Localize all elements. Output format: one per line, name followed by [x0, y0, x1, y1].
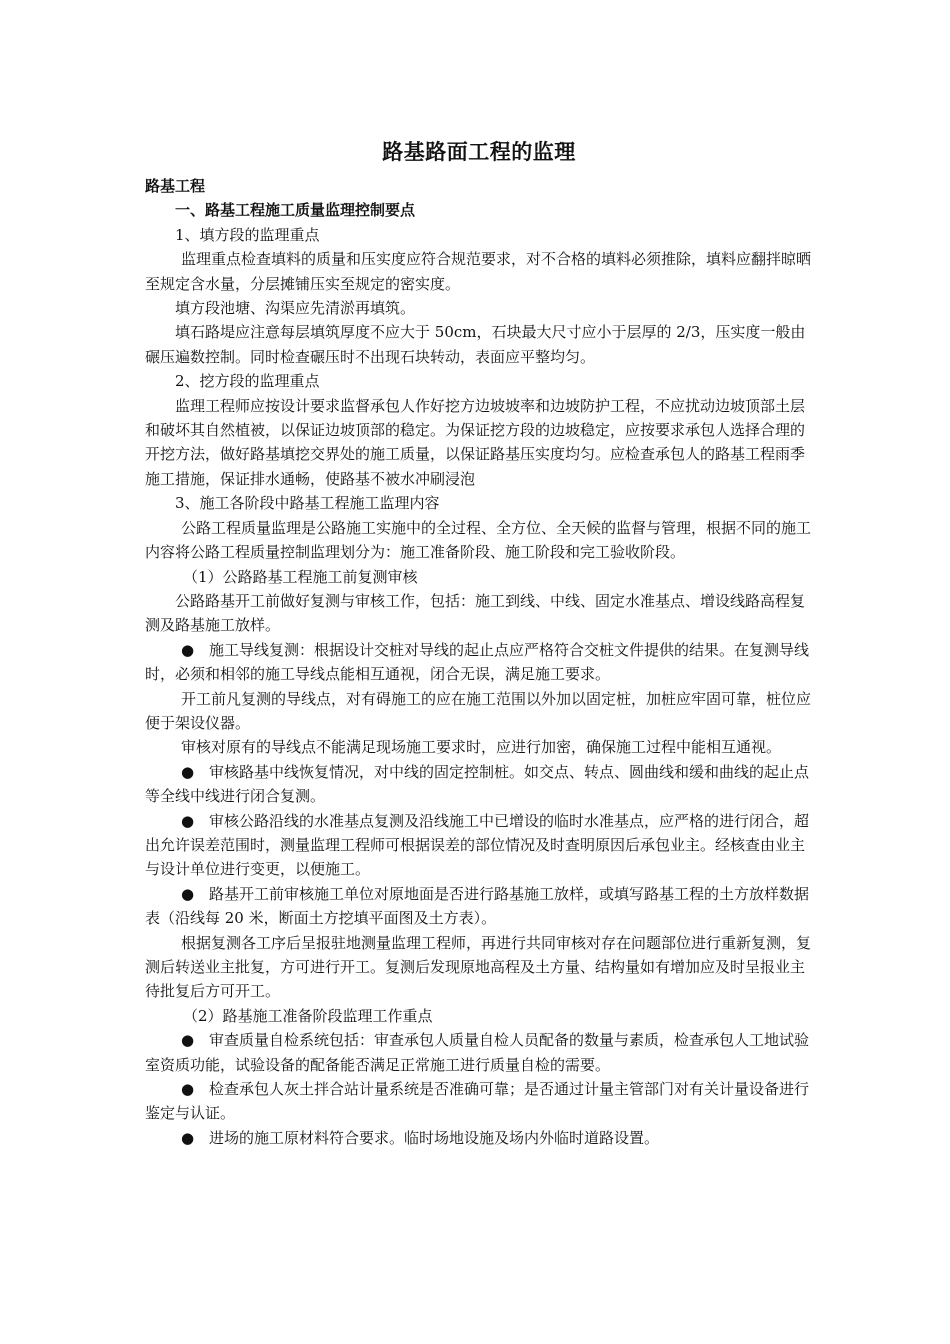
paragraph: 公路工程质量监理是公路施工实施中的全过程、全方位、全天候的监督与管理，根据不同的施工内容将公路工程质量控制监理划分为：施工准备阶段、施工阶段和完工验收阶段。: [145, 518, 812, 562]
bullet-icon: ●: [181, 1128, 195, 1147]
document-body: [145, 174, 813, 1150]
bullet-icon: ●: [181, 640, 195, 659]
bullet-icon: ●: [181, 762, 195, 781]
bullet-item: [145, 638, 813, 687]
subheading: （1）公路路基工程施工前复测审核: [183, 567, 418, 586]
bullet-text: 检查承包人灰土拌合站计量系统是否准确可靠；是否通过计量主管部门对有关计量设备进行鉴定与认证。: [145, 1080, 810, 1123]
paragraph: 监理工程师应按设计要求监督承包人作好挖方边坡坡率和边坡防护工程，不应扰动边坡顶部土层和破坏其自然植被，以保证边坡顶部的稳定。为保证挖方段的边坡稳定，应按要求承包人选择合理的开挖方法，做好路基填挖交界处的施工质量，以保证路基压实度均匀。应检查承包人的路基工程雨季施工措施，保证排水通畅，使路基不被水冲刷浸泡: [145, 396, 806, 488]
section-heading: 路基工程: [145, 177, 206, 195]
bullet-text: 审查质量自检系统包括：审查承包人质量自检人员配备的数量与素质，检查承包人工地试验室资质功能，试验设备的配备能否满足正常施工进行质量自检的需要。: [145, 1031, 810, 1074]
bullet-item: [145, 760, 813, 809]
bullet-text: 审核公路沿线的水准基点复测及沿线施工中已增设的临时水准基点，应严格的进行闭合，超出允许误差范围时，测量监理工程师可根据误差的部位情况及时查明原因后承包业主。经核查由业主与设计单位进行变更，以便施工。: [145, 811, 810, 879]
bullet-icon: ●: [181, 1080, 195, 1099]
bullet-text: 路基开工前审核施工单位对原地面是否进行路基施工放样，或填写路基工程的土方放样数据表（沿线每 20 米，断面土方挖填平面图及土方表）。: [145, 884, 810, 928]
page-title: 路基路面工程的监理: [382, 140, 576, 164]
paragraph: 根据复测各工序后呈报驻地测量监理工程师，再进行共同审核对存在问题部位进行重新复测，复测后转送业主批复，方可进行开工。复测后发现原地高程及土方量、结构量如有增加应及时呈报业主待批复后方可开工。: [145, 933, 812, 1001]
subheading: 1、填方段的监理重点: [175, 225, 320, 244]
heading-level-1: 一、路基工程施工质量监理控制要点: [175, 201, 416, 220]
paragraph: 监理重点检查填料的质量和压实度应符合规范要求，对不合格的填料必须推除，填料应翻拌晾晒至规定含水量，分层摊铺压实至规定的密实度。: [145, 250, 812, 293]
bullet-text: 进场的施工原材料符合要求。临时场地设施及场内外临时道路设置。: [209, 1128, 660, 1147]
subheading: 3、施工各阶段中路基工程施工监理内容: [175, 494, 440, 513]
bullet-item: [145, 1126, 813, 1150]
bullet-item: [145, 1028, 813, 1077]
subheading: （2）路基施工准备阶段监理工作重点: [183, 1006, 433, 1025]
subheading: 2、挖方段的监理重点: [175, 372, 320, 391]
bullet-item: [145, 1077, 813, 1126]
paragraph: 公路路基开工前做好复测与审核工作，包括：施工到线、中线、固定水准基点、增设线路高程复测及路基施工放样。: [145, 591, 806, 635]
bullet-item: [145, 882, 813, 931]
paragraph: 填石路堤应注意每层填筑厚度不应大于 50cm，石块最大尺寸应小于层厚的 2/3，压实度一般由碾压遍数控制。同时检查碾压时不出现石块转动，表面应平整均匀。: [145, 323, 806, 366]
bullet-icon: ●: [181, 1031, 195, 1050]
bullet-icon: ●: [181, 884, 195, 903]
paragraph: 开工前凡复测的导线点，对有碍施工的应在施工范围以外加以固定桩，加桩应牢固可靠，桩位应便于架设仪器。: [145, 689, 812, 732]
bullet-item: [145, 809, 813, 882]
bullet-icon: ●: [181, 811, 195, 830]
bullet-text: 审核路基中线恢复情况，对中线的固定控制桩。如交点、转点、圆曲线和缓和曲线的起止点等全线中线进行闭合复测。: [145, 762, 810, 806]
bullet-text: 施工导线复测：根据设计交桩对导线的起止点应严格符合交桩文件提供的结果。在复测导线时，必须和相邻的施工导线点能相互通视，闭合无误，满足施工要求。: [145, 640, 810, 684]
paragraph: 审核对原有的导线点不能满足现场施工要求时，应进行加密，确保施工过程中能相互通视。: [181, 738, 782, 757]
paragraph: 填方段池塘、沟渠应先清淤再填筑。: [175, 299, 416, 318]
